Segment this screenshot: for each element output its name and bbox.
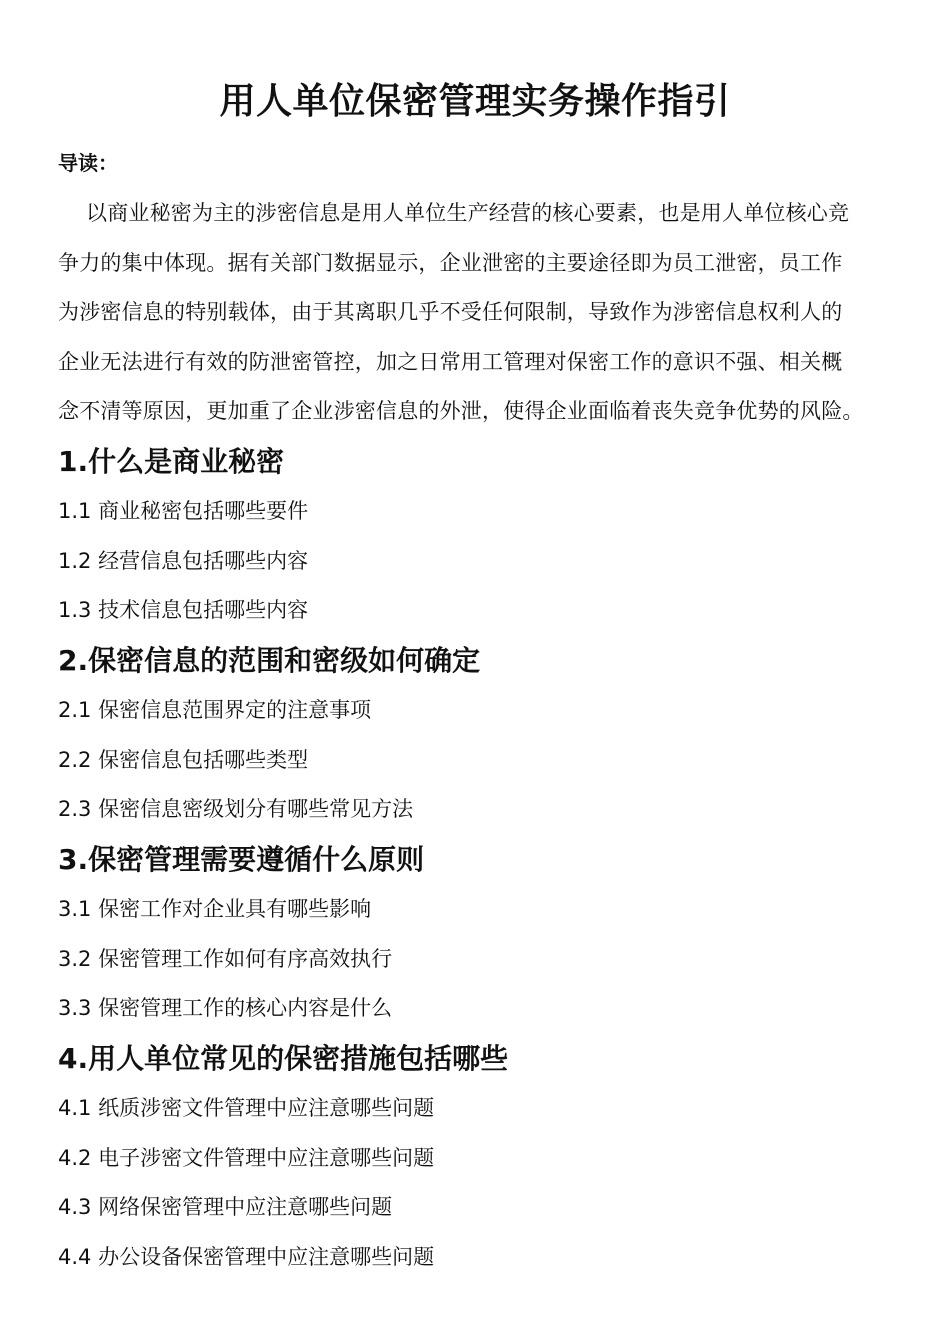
section-heading: 2.保密信息的范围和密级如何确定 xyxy=(58,644,481,677)
toc-item: 1.1 商业秘密包括哪些要件 xyxy=(58,499,309,523)
toc-item: 3.1 保密工作对企业具有哪些影响 xyxy=(58,897,372,921)
intro-line: 为涉密信息的特别载体，由于其离职几乎不受任何限制，导致作为涉密信息权利人的 xyxy=(58,300,843,324)
intro-line: 争力的集中体现。据有关部门数据显示，企业泄密的主要途径即为员工泄密，员工作 xyxy=(58,251,843,275)
toc-item: 3.2 保密管理工作如何有序高效执行 xyxy=(58,947,393,971)
section-heading: 3.保密管理需要遵循什么原则 xyxy=(58,843,425,876)
intro-label: 导读： xyxy=(58,151,118,175)
toc-item: 4.4 办公设备保密管理中应注意哪些问题 xyxy=(58,1245,435,1269)
section-heading: 4.用人单位常见的保密措施包括哪些 xyxy=(58,1042,509,1075)
document-title: 用人单位保密管理实务操作指引 xyxy=(219,81,731,122)
toc-item: 4.2 电子涉密文件管理中应注意哪些问题 xyxy=(58,1146,435,1170)
toc-item: 3.3 保密管理工作的核心内容是什么 xyxy=(58,996,393,1020)
toc-item: 2.3 保密信息密级划分有哪些常见方法 xyxy=(58,797,414,821)
toc-item: 4.1 纸质涉密文件管理中应注意哪些问题 xyxy=(58,1096,435,1120)
section-heading: 1.什么是商业秘密 xyxy=(58,445,285,478)
toc-item: 4.3 网络保密管理中应注意哪些问题 xyxy=(58,1195,393,1219)
toc-item: 2.1 保密信息范围界定的注意事项 xyxy=(58,698,372,722)
toc-item: 1.2 经营信息包括哪些内容 xyxy=(58,549,309,573)
toc-item: 2.2 保密信息包括哪些类型 xyxy=(58,748,309,772)
intro-line: 以商业秘密为主的涉密信息是用人单位生产经营的核心要素，也是用人单位核心竞 xyxy=(86,201,850,225)
toc-item: 1.3 技术信息包括哪些内容 xyxy=(58,598,309,622)
intro-line: 念不清等原因，更加重了企业涉密信息的外泄，使得企业面临着丧失竞争优势的风险。 xyxy=(58,399,864,423)
intro-line: 企业无法进行有效的防泄密管控，加之日常用工管理对保密工作的意识不强、相关概 xyxy=(58,350,843,374)
